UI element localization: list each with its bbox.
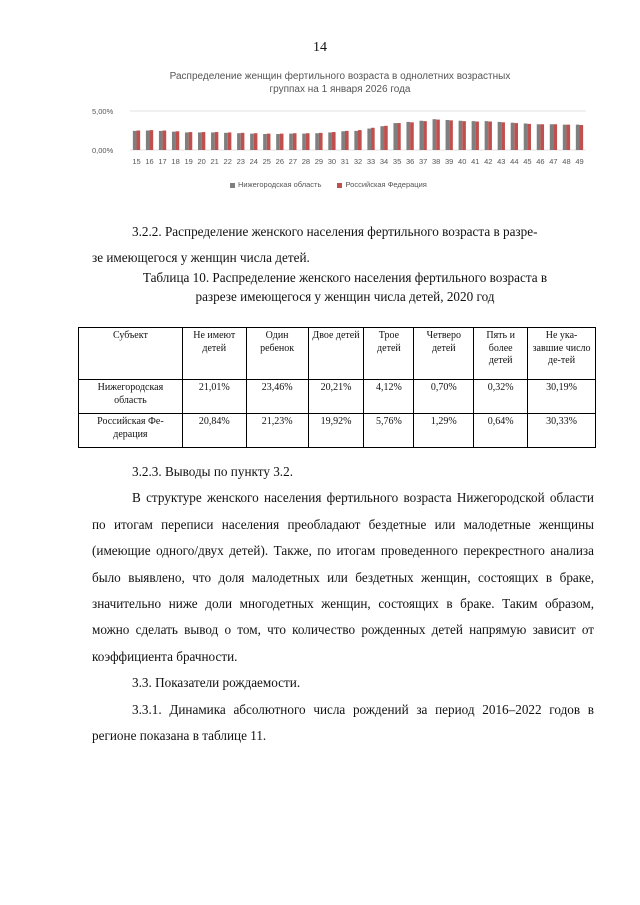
table-cell: Российская Фе-дерация — [79, 414, 183, 448]
x-tick-label: 42 — [484, 157, 493, 166]
x-tick-label: 21 — [210, 157, 219, 166]
x-tick-label: 18 — [171, 157, 180, 166]
bar-russia — [436, 120, 440, 150]
table-header-cell: Пять и более детей — [474, 328, 528, 380]
legend-swatch-nizhny — [230, 183, 235, 188]
x-tick-label: 29 — [314, 157, 324, 166]
bar-nizhny — [341, 131, 345, 150]
x-tick-label: 47 — [549, 157, 558, 166]
bar-russia — [215, 132, 219, 150]
bar-russia — [371, 128, 375, 150]
table-10-title-line1: Таблица 10. Распределение женского населения фертильного возраста в — [142, 270, 548, 285]
bar-nizhny — [563, 125, 567, 150]
bar-russia — [267, 134, 271, 150]
table-10 — [78, 327, 596, 448]
bar-nizhny — [511, 123, 515, 150]
table-cell: 30,33% — [528, 414, 596, 448]
table-header-row — [79, 328, 596, 380]
x-tick-label: 35 — [392, 157, 402, 166]
bar-nizhny — [263, 134, 267, 150]
x-tick-label: 41 — [471, 157, 480, 166]
x-tick-label: 17 — [158, 157, 167, 166]
section-3-2-2-line1: 3.2.2. Распределение женского населения фертильного возраста в разре- — [132, 224, 538, 239]
bar-nizhny — [302, 134, 306, 150]
bar-nizhny — [237, 133, 241, 150]
bar-russia — [423, 121, 427, 150]
bar-nizhny — [354, 131, 358, 150]
x-tick-label: 20 — [197, 157, 206, 166]
bar-nizhny — [146, 131, 150, 151]
x-tick-label: 45 — [523, 157, 532, 166]
age-distribution-chart — [92, 100, 592, 178]
y-tick-label: 5,00% — [92, 107, 114, 116]
x-tick-label: 24 — [249, 157, 258, 166]
chart-title-line2: группах на 1 января 2026 года — [269, 84, 411, 95]
bar-russia — [319, 133, 323, 150]
bar-russia — [293, 133, 297, 150]
table-cell: Нижегородская область — [79, 380, 183, 414]
x-tick-label: 37 — [418, 157, 428, 166]
bar-nizhny — [159, 131, 163, 150]
bar-russia — [501, 122, 505, 150]
table-header-cell: Четверо детей — [414, 328, 474, 380]
bar-nizhny — [172, 132, 176, 150]
bar-nizhny — [185, 132, 189, 150]
x-tick-label: 19 — [184, 157, 193, 166]
x-tick-label: 30 — [327, 157, 337, 166]
chart-legend — [230, 180, 441, 189]
bar-russia — [228, 132, 232, 150]
x-tick-label: 27 — [288, 157, 298, 166]
x-tick-label: 23 — [236, 157, 245, 166]
page-number: 14 — [313, 40, 327, 55]
bar-nizhny — [224, 133, 228, 150]
bar-nizhny — [406, 122, 410, 150]
x-tick-label: 28 — [301, 157, 311, 166]
bar-nizhny — [315, 133, 319, 150]
bar-russia — [449, 120, 453, 150]
bar-russia — [280, 134, 284, 150]
bar-russia — [163, 131, 167, 151]
bar-nizhny — [393, 123, 397, 150]
table-cell: 30,19% — [528, 380, 596, 414]
table-10-title-line2: разрезе имеющегося у женщин числа детей, 2020 год — [195, 289, 495, 304]
legend-label-nizhny: Нижегородская область — [238, 180, 322, 189]
x-tick-label: 15 — [132, 157, 141, 166]
x-tick-label: 26 — [275, 157, 285, 166]
table-cell: 20,21% — [308, 380, 364, 414]
chart-title-line1: Распределение женщин фертильного возраста в однолетних возрастных — [169, 71, 511, 82]
bar-nizhny — [276, 134, 280, 150]
x-tick-label: 39 — [445, 157, 454, 166]
x-tick-label: 32 — [353, 157, 363, 166]
section-3-3-1-paragraph: 3.3.1. Динамика абсолютного числа рождений за период 2016–2022 годов в регионе показана в таблице 11. — [92, 701, 594, 744]
x-tick-label: 34 — [379, 157, 389, 166]
bar-russia — [254, 133, 258, 150]
table-10-title — [120, 268, 570, 306]
x-tick-label: 22 — [223, 157, 232, 166]
bar-russia — [241, 133, 245, 150]
section-3-2-3 — [92, 459, 594, 749]
bar-russia — [410, 122, 414, 150]
table-header-cell: Трое детей — [364, 328, 414, 380]
bar-russia — [332, 132, 336, 150]
x-tick-label: 43 — [497, 157, 506, 166]
bar-nizhny — [289, 134, 293, 150]
table-cell: 0,70% — [414, 380, 474, 414]
x-tick-label: 31 — [340, 157, 350, 166]
table-header-cell: Двое детей — [308, 328, 364, 380]
bar-nizhny — [446, 120, 450, 150]
table-cell: 21,01% — [182, 380, 246, 414]
bar-nizhny — [133, 131, 137, 150]
bar-russia — [527, 124, 531, 150]
table-cell: 5,76% — [364, 414, 414, 448]
table-header-cell: Один ребенок — [246, 328, 308, 380]
x-tick-label: 46 — [536, 157, 545, 166]
bar-nizhny — [576, 125, 580, 150]
table-cell: 20,84% — [182, 414, 246, 448]
table-cell: 21,23% — [246, 414, 308, 448]
y-tick-label: 0,00% — [92, 146, 114, 155]
bar-russia — [176, 131, 180, 150]
bar-russia — [540, 124, 544, 150]
bar-russia — [137, 131, 141, 151]
table-cell: 23,46% — [246, 380, 308, 414]
section-3-2-2-heading — [92, 219, 594, 272]
x-tick-label: 16 — [145, 157, 154, 166]
table-cell: 0,32% — [474, 380, 528, 414]
bar-nizhny — [419, 121, 423, 150]
legend-item-nizhny — [230, 180, 321, 189]
x-tick-label: 48 — [562, 157, 571, 166]
x-tick-label: 36 — [405, 157, 415, 166]
x-tick-label: 38 — [431, 157, 441, 166]
bar-nizhny — [433, 119, 437, 150]
x-tick-label: 40 — [458, 157, 467, 166]
bar-nizhny — [550, 124, 554, 150]
table-cell: 0,64% — [474, 414, 528, 448]
bar-nizhny — [380, 126, 384, 150]
table-cell: 1,29% — [414, 414, 474, 448]
x-tick-label: 25 — [262, 157, 271, 166]
bar-russia — [475, 122, 479, 150]
section-3-2-3-paragraph: В структуре женского населения фертильного возраста Нижегородской области по итогам переписи населения преобладают бездетные или малодетные женщины (имеющие одного/двух детей). Также, по итогам проведенного перекрестного анализа было выявлено, что доля малодетных или бездетных женщин, состоящих в браке, значительно ниже доли многодетных женщин, состоящих в браке. Таким образом, можно сделать вывод о том, что количество рожденных детей напрямую зависит от коэффициента брачности. — [92, 490, 594, 664]
table-cell: 19,92% — [308, 414, 364, 448]
bar-russia — [150, 130, 154, 150]
bar-nizhny — [198, 132, 202, 150]
chart-title — [90, 70, 590, 96]
bar-russia — [514, 123, 518, 150]
table-row — [79, 414, 596, 448]
bar-russia — [384, 126, 388, 150]
bar-nizhny — [524, 123, 528, 150]
bar-nizhny — [250, 134, 254, 150]
bar-nizhny — [328, 132, 332, 150]
bar-russia — [397, 123, 401, 150]
bar-nizhny — [211, 132, 215, 150]
bar-nizhny — [459, 121, 463, 150]
section-3-2-3-heading: 3.2.3. Выводы по пункту 3.2. — [132, 464, 293, 479]
bar-nizhny — [485, 121, 489, 150]
bar-russia — [488, 122, 492, 150]
bar-nizhny — [537, 124, 541, 150]
section-3-2-2-line2: зе имеющегося у женщин числа детей. — [92, 250, 310, 266]
table-header-cell: Не имеют детей — [182, 328, 246, 380]
x-tick-label: 44 — [510, 157, 519, 166]
bar-russia — [345, 131, 349, 150]
table-header-cell: Субъект — [79, 328, 183, 380]
bar-russia — [358, 130, 362, 150]
bar-nizhny — [472, 121, 476, 150]
x-tick-label: 33 — [366, 157, 376, 166]
bar-nizhny — [498, 122, 502, 150]
bar-russia — [553, 124, 557, 150]
bar-russia — [189, 132, 193, 150]
bar-russia — [306, 133, 310, 150]
table-header-cell: Не ука-завшие число де-тей — [528, 328, 596, 380]
legend-item-russia — [337, 180, 426, 189]
x-tick-label: 49 — [575, 157, 584, 166]
section-3-3-heading: 3.3. Показатели рождаемости. — [132, 675, 301, 691]
bar-russia — [579, 125, 583, 150]
table-row — [79, 380, 596, 414]
legend-label-russia: Российская Федерация — [345, 180, 427, 189]
bar-russia — [566, 125, 570, 150]
bar-russia — [462, 121, 466, 150]
table-cell: 4,12% — [364, 380, 414, 414]
legend-swatch-russia — [337, 183, 342, 188]
bar-russia — [202, 132, 206, 150]
bar-nizhny — [367, 129, 371, 150]
